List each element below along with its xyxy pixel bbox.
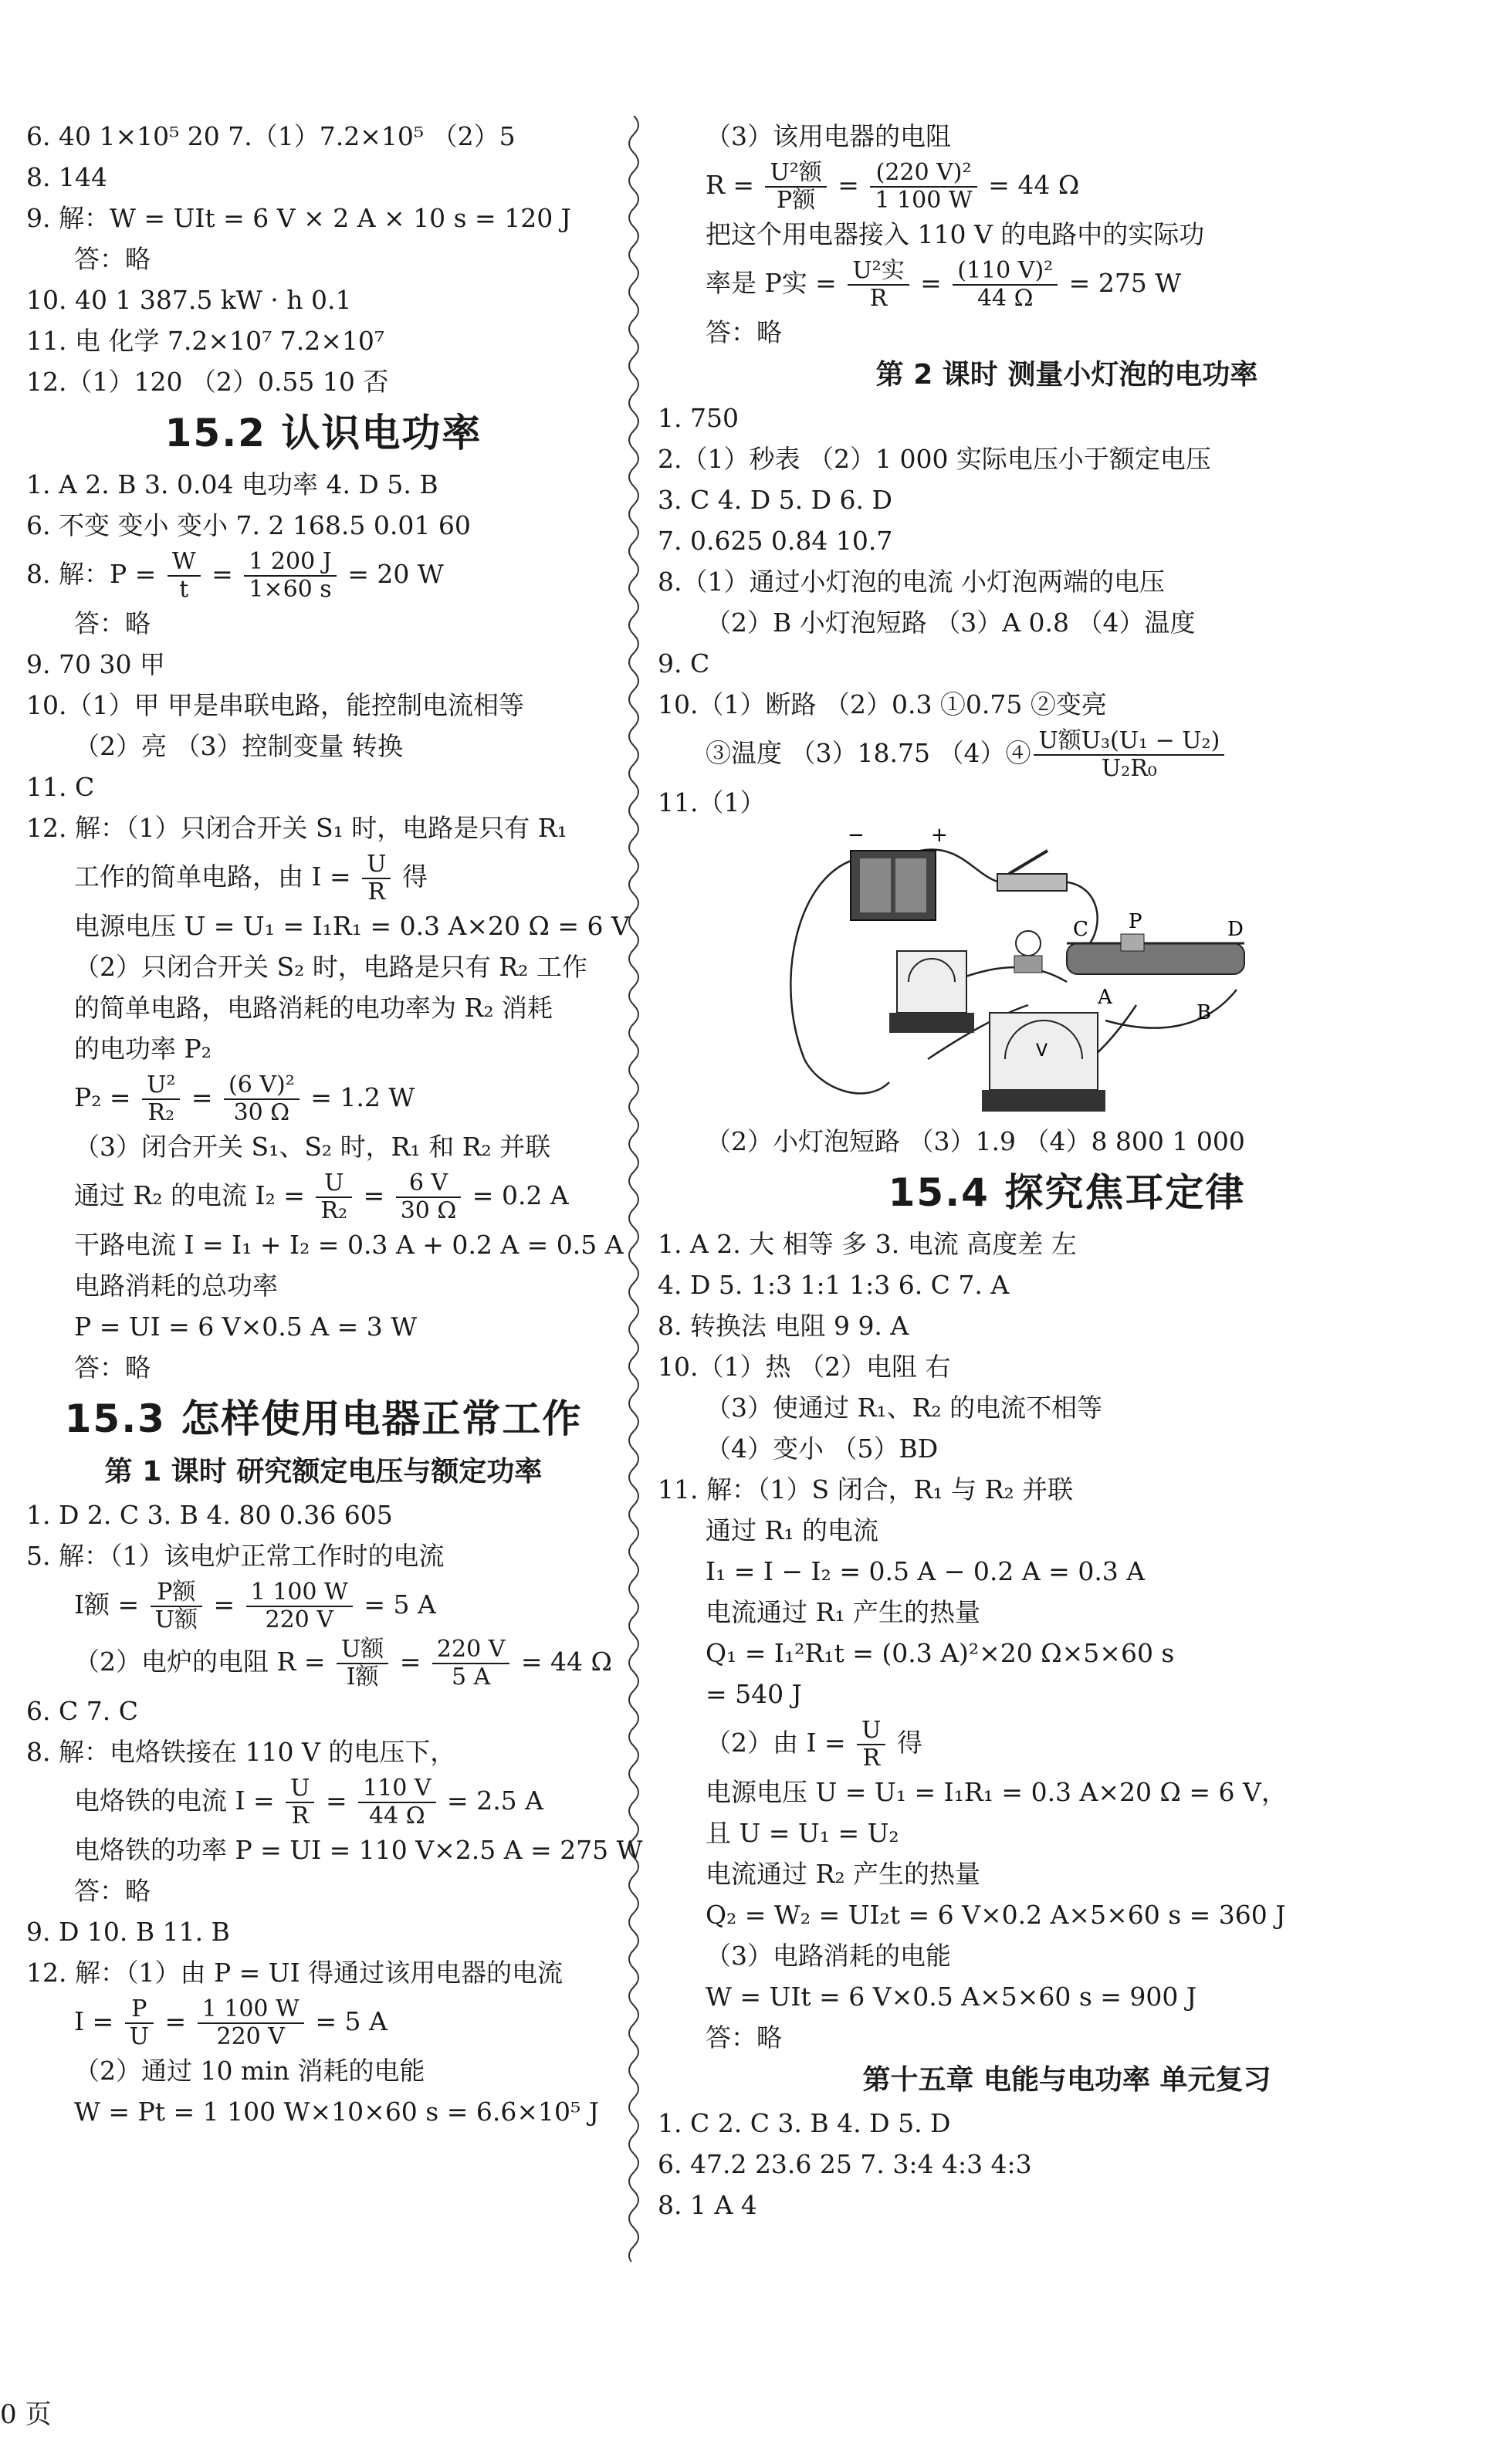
fraction-denominator: U额 bbox=[154, 1606, 198, 1633]
rheostat-icon bbox=[1067, 943, 1244, 974]
fraction bbox=[316, 1170, 352, 1224]
answer-line: （3）电路消耗的电能 bbox=[706, 1941, 951, 1971]
formula-text: = 44 Ω bbox=[513, 1647, 612, 1677]
answer-line: 8. 1 A 4 bbox=[658, 2190, 757, 2220]
fraction-denominator: R bbox=[291, 1802, 310, 1829]
formula-line bbox=[26, 546, 621, 603]
lesson-heading: 第 2 课时 测量小灯泡的电功率 bbox=[875, 359, 1258, 391]
answer-line: 10. 40 1 387.5 kW · h 0.1 bbox=[26, 285, 352, 315]
fraction-numerator: U bbox=[857, 1718, 885, 1745]
fraction bbox=[125, 1996, 154, 2050]
bulb-icon bbox=[1016, 931, 1041, 956]
answer-line: 9. D 10. B 11. B bbox=[26, 1917, 230, 1947]
fraction-numerator: U bbox=[362, 851, 391, 879]
formula-text: P₂ = bbox=[74, 1082, 140, 1112]
formula-text: 通过 R₂ 的电流 I₂ = bbox=[74, 1180, 313, 1210]
battery-plus-label: + bbox=[931, 828, 948, 847]
fraction-numerator: (110 V)² bbox=[953, 258, 1058, 286]
answer-line: 电流通过 R₁ 产生的热量 bbox=[706, 1597, 981, 1627]
answer-line: 电源电压 U = U₁ = I₁R₁ = 0.3 A×20 Ω = 6 V bbox=[74, 911, 630, 941]
rheostat-terminal-p: P bbox=[1129, 910, 1142, 933]
battery-minus-label: − bbox=[848, 828, 865, 847]
fraction-denominator: t bbox=[179, 576, 189, 603]
answer-line: 11.（1） bbox=[658, 787, 766, 817]
lesson-heading: 第十五章 电能与电功率 单元复习 bbox=[862, 2064, 1271, 2096]
fraction-denominator: I额 bbox=[346, 1664, 379, 1691]
answer-line: 通过 R₁ 的电流 bbox=[706, 1515, 879, 1545]
formula-line bbox=[26, 1772, 621, 1829]
fraction bbox=[765, 160, 826, 214]
formula-text: （2）电炉的电阻 R = bbox=[74, 1647, 333, 1677]
fraction-numerator: (220 V)² bbox=[870, 160, 976, 188]
answer-line: 干路电流 I = I₁ + I₂ = 0.3 A + 0.2 A = 0.5 A bbox=[74, 1230, 624, 1260]
answer-line: （3）闭合开关 S₁、S₂ 时，R₁ 和 R₂ 并联 bbox=[74, 1132, 551, 1162]
formula-line bbox=[26, 848, 621, 905]
section-heading: 15.4 探究焦耳定律 bbox=[888, 1170, 1246, 1215]
formula-line bbox=[658, 255, 1476, 312]
answer-line: 答：略 bbox=[706, 2022, 782, 2053]
formula-text: （2）由 I = bbox=[706, 1728, 855, 1758]
switch-lever-icon bbox=[1009, 851, 1048, 874]
answer-line: （2）小灯泡短路 （3）1.9 （4）8 800 1 000 bbox=[706, 1126, 1245, 1156]
fraction-denominator: 1 100 W bbox=[875, 187, 973, 214]
rheostat-terminal-b: B bbox=[1196, 1001, 1212, 1024]
formula-line bbox=[26, 1993, 621, 2050]
switch-icon bbox=[997, 874, 1067, 891]
fraction bbox=[362, 851, 391, 905]
formula-line bbox=[658, 725, 1476, 782]
fraction-denominator: 5 A bbox=[451, 1664, 491, 1691]
answer-line: （2）通过 10 min 消耗的电能 bbox=[74, 2056, 425, 2086]
fraction-numerator: U额U₃(U₁ − U₂) bbox=[1034, 728, 1224, 756]
fraction bbox=[244, 549, 336, 603]
fraction-denominator: 220 V bbox=[265, 1606, 333, 1633]
answer-line: 10.（1）断路 （2）0.3 ①0.75 ②变亮 bbox=[658, 689, 1107, 719]
fraction-numerator: W bbox=[168, 549, 201, 577]
battery-cell-icon bbox=[895, 858, 926, 912]
fraction-numerator: U²实 bbox=[848, 258, 909, 286]
formula-text: = bbox=[391, 1647, 429, 1677]
wavy-column-divider bbox=[622, 116, 645, 2262]
answer-line: （2）B 小灯泡短路 （3）A 0.8 （4）温度 bbox=[706, 608, 1196, 638]
fraction-denominator: 44 Ω bbox=[976, 285, 1034, 312]
answer-line: 的电功率 P₂ bbox=[74, 1034, 212, 1064]
answer-line: = 540 J bbox=[706, 1679, 802, 1709]
left-column bbox=[26, 116, 643, 2132]
fraction-denominator: 44 Ω bbox=[369, 1802, 425, 1829]
voltmeter-v-label: V bbox=[1036, 1041, 1048, 1061]
answer-line: 12.（1）120 （2）0.55 10 否 bbox=[26, 367, 389, 397]
answer-line: 9. 解：W = UIt = 6 V × 2 A × 10 s = 120 J bbox=[26, 203, 571, 233]
formula-text: 得 bbox=[394, 861, 428, 892]
formula-text: 得 bbox=[888, 1728, 922, 1758]
answer-line: 9. 70 30 甲 bbox=[26, 649, 165, 679]
answer-line: 7. 0.625 0.84 10.7 bbox=[658, 526, 893, 556]
fraction bbox=[857, 1718, 885, 1772]
fraction-denominator: 1×60 s bbox=[249, 576, 332, 603]
fraction-denominator: 30 Ω bbox=[400, 1197, 457, 1224]
answer-line: 电烙铁的功率 P = UI = 110 V×2.5 A = 275 W bbox=[74, 1835, 643, 1865]
formula-text: = 2.5 A bbox=[438, 1785, 543, 1816]
answer-line: 8. 转换法 电阻 9 9. A bbox=[658, 1311, 909, 1341]
bulb-base-icon bbox=[1014, 956, 1042, 973]
answer-line: （2）只闭合开关 S₂ 时，电路是只有 R₂ 工作 bbox=[74, 952, 587, 982]
fraction-numerator: (6 V)² bbox=[224, 1072, 300, 1100]
fraction-numerator: U²额 bbox=[765, 160, 826, 188]
answer-line: 答：略 bbox=[74, 244, 151, 274]
formula-text: = bbox=[183, 1082, 222, 1112]
answer-line: 5. 解：（1）该电炉正常工作时的电流 bbox=[26, 1541, 445, 1571]
fraction bbox=[1034, 728, 1224, 782]
answer-line: 1. C 2. C 3. B 4. D 5. D bbox=[658, 2108, 951, 2138]
fraction-numerator: 220 V bbox=[432, 1636, 509, 1664]
fraction bbox=[246, 1579, 353, 1633]
fraction bbox=[286, 1775, 314, 1829]
formula-text: 8. 解：P = bbox=[26, 559, 164, 589]
answer-line: 答：略 bbox=[74, 1352, 151, 1383]
answer-line: 4. D 5. 1:3 1:1 1:3 6. C 7. A bbox=[658, 1270, 1010, 1300]
formula-text: = 1.2 W bbox=[302, 1082, 415, 1112]
formula-text: = 275 W bbox=[1061, 268, 1182, 298]
ammeter-base-icon bbox=[889, 1013, 974, 1033]
formula-text: 工作的简单电路，由 I = bbox=[74, 861, 360, 892]
answer-line: 8. 144 bbox=[26, 162, 107, 192]
answer-line: 6. 47.2 23.6 25 7. 3:4 4:3 4:3 bbox=[658, 2149, 1032, 2179]
fraction bbox=[151, 1579, 202, 1633]
formula-text: = bbox=[205, 1589, 243, 1620]
answer-line: 10.（1）热 （2）电阻 右 bbox=[658, 1352, 951, 1382]
answer-line: 答：略 bbox=[74, 1876, 151, 1906]
answer-line: （3）该用电器的电阻 bbox=[706, 121, 951, 151]
fraction-numerator: 6 V bbox=[396, 1170, 462, 1198]
rheostat-slider-icon bbox=[1121, 934, 1144, 951]
fraction-numerator: U bbox=[286, 1775, 314, 1803]
fraction-numerator: U额 bbox=[337, 1636, 388, 1664]
fraction bbox=[337, 1636, 388, 1691]
answer-line: 1. A 2. 大 相等 多 3. 电流 高度差 左 bbox=[658, 1229, 1077, 1259]
answer-line: 6. C 7. C bbox=[26, 1696, 138, 1726]
fraction-numerator: P bbox=[125, 1996, 154, 2024]
answer-line: 3. C 4. D 5. D 6. D bbox=[658, 485, 892, 515]
answer-line: （2）亮 （3）控制变量 转换 bbox=[74, 731, 403, 761]
formula-line bbox=[26, 1069, 621, 1126]
answer-line: 1. D 2. C 3. B 4. 80 0.36 605 bbox=[26, 1500, 393, 1530]
question-11-diagram bbox=[658, 782, 1476, 1121]
lesson-heading: 第 1 课时 研究额定电压与额定功率 bbox=[104, 1456, 543, 1488]
formula-text: R = bbox=[706, 170, 763, 200]
fraction-denominator: U₂R₀ bbox=[1101, 755, 1157, 782]
fraction bbox=[953, 258, 1058, 312]
formula-text: 电烙铁的电流 I = bbox=[74, 1785, 283, 1816]
answer-line: 11. 解：（1）S 闭合，R₁ 与 R₂ 并联 bbox=[658, 1474, 1074, 1504]
fraction-denominator: R₂ bbox=[147, 1099, 175, 1126]
fraction-denominator: U bbox=[129, 2023, 149, 2050]
answer-line: 1. 750 bbox=[658, 403, 739, 433]
formula-text: I额 = bbox=[74, 1589, 147, 1620]
formula-line bbox=[658, 157, 1476, 214]
answer-line: 1. A 2. B 3. 0.04 电功率 4. D 5. B bbox=[26, 469, 438, 499]
formula-line bbox=[26, 1633, 621, 1691]
fraction bbox=[358, 1775, 435, 1829]
fraction bbox=[168, 549, 201, 603]
fraction bbox=[198, 1996, 304, 2050]
answer-line: 2.（1）秒表 （2）1 000 实际电压小于额定电压 bbox=[658, 444, 1211, 474]
formula-line bbox=[658, 1714, 1476, 1772]
formula-line bbox=[26, 1576, 621, 1633]
formula-text: = 20 W bbox=[339, 559, 444, 589]
formula-text: = bbox=[203, 559, 242, 589]
wire bbox=[951, 967, 1067, 982]
formula-line bbox=[26, 1167, 621, 1224]
fraction-denominator: 30 Ω bbox=[233, 1099, 290, 1126]
fraction-numerator: P额 bbox=[151, 1579, 202, 1607]
formula-text: = bbox=[829, 170, 868, 200]
fraction-numerator: 1 100 W bbox=[246, 1579, 353, 1607]
fraction-numerator: 1 100 W bbox=[198, 1996, 304, 2024]
fraction bbox=[432, 1636, 509, 1691]
voltmeter-base-icon bbox=[982, 1090, 1105, 1112]
answer-line: 9. C bbox=[658, 648, 710, 679]
page-number: 0 页 bbox=[0, 2399, 52, 2430]
circuit-diagram bbox=[773, 828, 1268, 1121]
ammeter-icon bbox=[897, 951, 966, 1013]
wavy-line bbox=[629, 116, 638, 2262]
answer-line: 12. 解：（1）由 P = UI 得通过该用电器的电流 bbox=[26, 1958, 564, 1988]
answer-line: 6. 不变 变小 变小 7. 2 168.5 0.01 60 bbox=[26, 510, 471, 540]
battery-cell-icon bbox=[860, 858, 891, 912]
answer-line: 答：略 bbox=[706, 317, 782, 347]
answer-line: 把这个用电器接入 110 V 的电路中的实际功 bbox=[706, 219, 1205, 249]
answer-line: P = UI = 6 V×0.5 A = 3 W bbox=[74, 1312, 418, 1342]
fraction-denominator: R bbox=[869, 285, 888, 312]
fraction bbox=[870, 160, 976, 214]
answer-line: 11. 电 化学 7.2×10⁷ 7.2×10⁷ bbox=[26, 326, 385, 356]
answer-line: 电流通过 R₂ 产生的热量 bbox=[706, 1859, 981, 1889]
answer-line: （4）变小 （5）BD bbox=[706, 1433, 939, 1464]
fraction-numerator: U bbox=[316, 1170, 352, 1198]
answer-line: 6. 40 1×10⁵ 20 7.（1）7.2×10⁵ （2）5 bbox=[26, 121, 516, 151]
fraction-numerator: U² bbox=[142, 1072, 180, 1100]
answer-line: Q₂ = W₂ = UI₂t = 6 V×0.2 A×5×60 s = 360 J bbox=[706, 1900, 1286, 1930]
answer-line: W = UIt = 6 V×0.5 A×5×60 s = 900 J bbox=[706, 1982, 1197, 2012]
formula-text: = bbox=[156, 2006, 195, 2036]
fraction-numerator: 1 200 J bbox=[244, 549, 336, 577]
formula-text: I = bbox=[74, 2006, 122, 2036]
rheostat-terminal-d: D bbox=[1227, 918, 1244, 941]
formula-text: = 0.2 A bbox=[464, 1180, 569, 1210]
formula-text: = 5 A bbox=[306, 2006, 388, 2036]
answer-line: 10.（1）甲 甲是串联电路，能控制电流相等 bbox=[26, 690, 524, 720]
fraction-denominator: R bbox=[862, 1745, 881, 1772]
answer-line: 答：略 bbox=[74, 608, 151, 638]
right-column bbox=[658, 116, 1476, 2225]
answer-line: W = Pt = 1 100 W×10×60 s = 6.6×10⁵ J bbox=[74, 2097, 599, 2127]
answer-line: （3）使通过 R₁、R₂ 的电流不相等 bbox=[706, 1393, 1103, 1423]
formula-text: = bbox=[317, 1785, 356, 1816]
fraction-numerator: 110 V bbox=[358, 1775, 435, 1803]
answer-line: 11. C bbox=[26, 772, 95, 802]
fraction-denominator: P额 bbox=[777, 187, 816, 214]
fraction bbox=[224, 1072, 300, 1126]
answer-line: Q₁ = I₁²R₁t = (0.3 A)²×20 Ω×5×60 s bbox=[706, 1638, 1175, 1668]
formula-text: 率是 P实 = bbox=[706, 268, 845, 298]
fraction-denominator: R bbox=[367, 878, 386, 905]
answer-line: 电源电压 U = U₁ = I₁R₁ = 0.3 A×20 Ω = 6 V， bbox=[706, 1777, 1287, 1807]
formula-text: = 44 Ω bbox=[980, 170, 1080, 200]
formula-text: ③温度 （3）18.75 （4）④ bbox=[706, 738, 1031, 768]
answer-line: 且 U = U₁ = U₂ bbox=[706, 1818, 899, 1848]
rheostat-terminal-a: A bbox=[1098, 986, 1112, 1009]
formula-text: = bbox=[912, 268, 950, 298]
fraction-denominator: 220 V bbox=[216, 2023, 285, 2050]
answer-line: 12. 解：（1）只闭合开关 S₁ 时，电路是只有 R₁ bbox=[26, 813, 567, 843]
rheostat-terminal-c: C bbox=[1073, 918, 1088, 941]
formula-text: = bbox=[355, 1180, 393, 1210]
section-heading: 15.3 怎样使用电器正常工作 bbox=[64, 1396, 583, 1441]
fraction bbox=[142, 1072, 180, 1126]
fraction-denominator: R₂ bbox=[320, 1197, 348, 1224]
section-heading: 15.2 认识电功率 bbox=[164, 411, 482, 455]
answer-line: 的简单电路，电路消耗的电功率为 R₂ 消耗 bbox=[74, 993, 553, 1023]
formula-text: = 5 A bbox=[355, 1589, 436, 1620]
answer-line: 8. 解：电烙铁接在 110 V 的电压下， bbox=[26, 1737, 456, 1767]
answer-line: 电路消耗的总功率 bbox=[74, 1271, 278, 1301]
fraction bbox=[848, 258, 909, 312]
fraction bbox=[396, 1170, 462, 1224]
answer-line: 8.（1）通过小灯泡的电流 小灯泡两端的电压 bbox=[658, 567, 1165, 597]
answer-line: I₁ = I − I₂ = 0.5 A − 0.2 A = 0.3 A bbox=[706, 1556, 1146, 1586]
